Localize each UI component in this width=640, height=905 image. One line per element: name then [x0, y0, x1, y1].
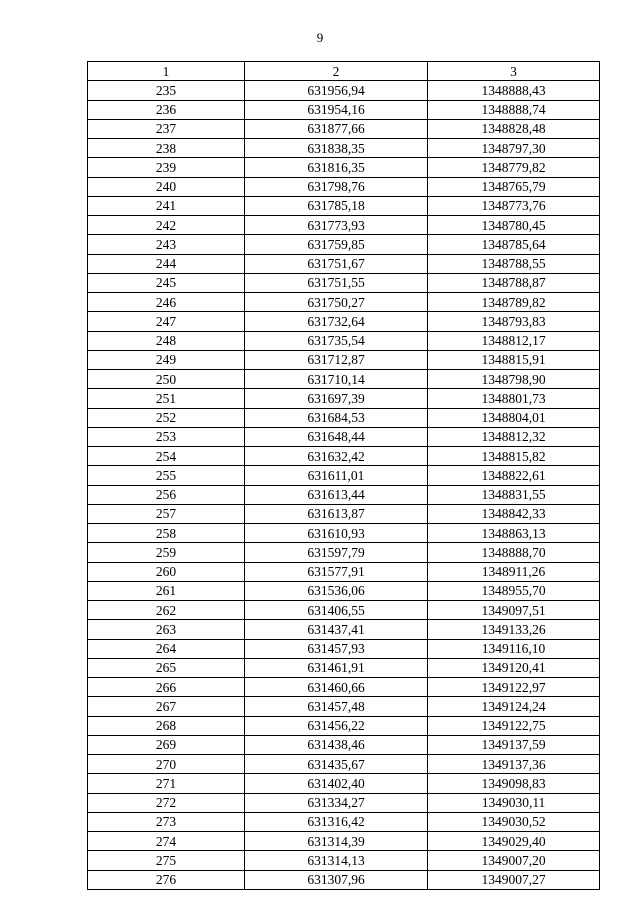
- y-coordinate-cell: 1349030,11: [428, 793, 600, 812]
- point-number-cell: 252: [88, 408, 245, 427]
- x-coordinate-cell: 631613,44: [245, 485, 428, 504]
- point-number-cell: 264: [88, 639, 245, 658]
- point-number-cell: 245: [88, 273, 245, 292]
- y-coordinate-cell: 1348797,30: [428, 139, 600, 158]
- point-number-cell: 247: [88, 312, 245, 331]
- y-coordinate-cell: 1348785,64: [428, 235, 600, 254]
- point-number-cell: 242: [88, 216, 245, 235]
- x-coordinate-cell: 631437,41: [245, 620, 428, 639]
- table-row: [88, 601, 600, 620]
- x-coordinate-cell: 631457,93: [245, 639, 428, 658]
- y-coordinate-cell: 1348955,70: [428, 581, 600, 600]
- y-coordinate-cell: 1348822,61: [428, 466, 600, 485]
- point-number-cell: 266: [88, 678, 245, 697]
- table-row: [88, 658, 600, 677]
- point-number-cell: 270: [88, 755, 245, 774]
- table-row: [88, 81, 600, 100]
- y-coordinate-cell: 1348863,13: [428, 524, 600, 543]
- table-row: [88, 812, 600, 831]
- table-row: [88, 139, 600, 158]
- x-coordinate-cell: 631406,55: [245, 601, 428, 620]
- table-row: [88, 350, 600, 369]
- point-number-cell: 254: [88, 447, 245, 466]
- point-number-cell: 261: [88, 581, 245, 600]
- table-row: [88, 851, 600, 870]
- y-coordinate-cell: 1348831,55: [428, 485, 600, 504]
- y-coordinate-cell: 1349030,52: [428, 812, 600, 831]
- y-coordinate-cell: 1348815,82: [428, 447, 600, 466]
- y-coordinate-cell: 1349124,24: [428, 697, 600, 716]
- point-number-cell: 237: [88, 119, 245, 138]
- x-coordinate-cell: 631773,93: [245, 216, 428, 235]
- x-coordinate-cell: 631838,35: [245, 139, 428, 158]
- point-number-cell: 268: [88, 716, 245, 735]
- table-row: [88, 870, 600, 889]
- y-coordinate-cell: 1348888,43: [428, 81, 600, 100]
- y-coordinate-cell: 1349133,26: [428, 620, 600, 639]
- table-row: [88, 562, 600, 581]
- point-number-cell: 259: [88, 543, 245, 562]
- y-coordinate-cell: 1349120,41: [428, 658, 600, 677]
- point-number-cell: 249: [88, 350, 245, 369]
- y-coordinate-cell: 1348765,79: [428, 177, 600, 196]
- table-row: [88, 735, 600, 754]
- y-coordinate-cell: 1348842,33: [428, 504, 600, 523]
- point-number-cell: 274: [88, 832, 245, 851]
- table-row: [88, 678, 600, 697]
- x-coordinate-cell: 631577,91: [245, 562, 428, 581]
- point-number-cell: 256: [88, 485, 245, 504]
- table-row: [88, 158, 600, 177]
- point-number-cell: 236: [88, 100, 245, 119]
- x-coordinate-cell: 631597,79: [245, 543, 428, 562]
- x-coordinate-cell: 631751,67: [245, 254, 428, 273]
- y-coordinate-cell: 1348788,87: [428, 273, 600, 292]
- column-header-3: 3: [428, 62, 600, 81]
- y-coordinate-cell: 1348828,48: [428, 119, 600, 138]
- y-coordinate-cell: 1348812,32: [428, 427, 600, 446]
- point-number-cell: 269: [88, 735, 245, 754]
- y-coordinate-cell: 1348789,82: [428, 293, 600, 312]
- table-row: [88, 100, 600, 119]
- point-number-cell: 251: [88, 389, 245, 408]
- point-number-cell: 275: [88, 851, 245, 870]
- y-coordinate-cell: 1349137,36: [428, 755, 600, 774]
- x-coordinate-cell: 631785,18: [245, 196, 428, 215]
- table-row: [88, 639, 600, 658]
- table-row: [88, 716, 600, 735]
- table-header: [88, 62, 600, 81]
- x-coordinate-cell: 631457,48: [245, 697, 428, 716]
- x-coordinate-cell: 631632,42: [245, 447, 428, 466]
- table-row: [88, 485, 600, 504]
- point-number-cell: 238: [88, 139, 245, 158]
- point-number-cell: 263: [88, 620, 245, 639]
- x-coordinate-cell: 631798,76: [245, 177, 428, 196]
- point-number-cell: 260: [88, 562, 245, 581]
- table-row: [88, 447, 600, 466]
- table-row: [88, 427, 600, 446]
- table-row: [88, 389, 600, 408]
- table-row: [88, 774, 600, 793]
- x-coordinate-cell: 631877,66: [245, 119, 428, 138]
- y-coordinate-cell: 1348779,82: [428, 158, 600, 177]
- x-coordinate-cell: 631456,22: [245, 716, 428, 735]
- point-number-cell: 244: [88, 254, 245, 273]
- coordinates-table: [87, 61, 600, 890]
- point-number-cell: 248: [88, 331, 245, 350]
- x-coordinate-cell: 631438,46: [245, 735, 428, 754]
- point-number-cell: 255: [88, 466, 245, 485]
- x-coordinate-cell: 631613,87: [245, 504, 428, 523]
- x-coordinate-cell: 631435,67: [245, 755, 428, 774]
- x-coordinate-cell: 631735,54: [245, 331, 428, 350]
- y-coordinate-cell: 1348812,17: [428, 331, 600, 350]
- x-coordinate-cell: 631610,93: [245, 524, 428, 543]
- table-row: [88, 697, 600, 716]
- table-row: [88, 408, 600, 427]
- x-coordinate-cell: 631710,14: [245, 370, 428, 389]
- x-coordinate-cell: 631314,39: [245, 832, 428, 851]
- point-number-cell: 258: [88, 524, 245, 543]
- point-number-cell: 265: [88, 658, 245, 677]
- x-coordinate-cell: 631402,40: [245, 774, 428, 793]
- x-coordinate-cell: 631307,96: [245, 870, 428, 889]
- y-coordinate-cell: 1349029,40: [428, 832, 600, 851]
- table-row: [88, 524, 600, 543]
- header-row: [88, 62, 600, 81]
- point-number-cell: 271: [88, 774, 245, 793]
- x-coordinate-cell: 631460,66: [245, 678, 428, 697]
- point-number-cell: 241: [88, 196, 245, 215]
- table-row: [88, 293, 600, 312]
- x-coordinate-cell: 631954,16: [245, 100, 428, 119]
- y-coordinate-cell: 1349098,83: [428, 774, 600, 793]
- y-coordinate-cell: 1348773,76: [428, 196, 600, 215]
- y-coordinate-cell: 1349137,59: [428, 735, 600, 754]
- table-row: [88, 235, 600, 254]
- table-body: [88, 81, 600, 890]
- y-coordinate-cell: 1348780,45: [428, 216, 600, 235]
- point-number-cell: 246: [88, 293, 245, 312]
- point-number-cell: 253: [88, 427, 245, 446]
- y-coordinate-cell: 1348888,70: [428, 543, 600, 562]
- y-coordinate-cell: 1348911,26: [428, 562, 600, 581]
- point-number-cell: 272: [88, 793, 245, 812]
- point-number-cell: 243: [88, 235, 245, 254]
- table-row: [88, 312, 600, 331]
- x-coordinate-cell: 631697,39: [245, 389, 428, 408]
- y-coordinate-cell: 1348793,83: [428, 312, 600, 331]
- point-number-cell: 235: [88, 81, 245, 100]
- point-number-cell: 276: [88, 870, 245, 889]
- point-number-cell: 273: [88, 812, 245, 831]
- y-coordinate-cell: 1349007,20: [428, 851, 600, 870]
- y-coordinate-cell: 1348801,73: [428, 389, 600, 408]
- point-number-cell: 262: [88, 601, 245, 620]
- y-coordinate-cell: 1348815,91: [428, 350, 600, 369]
- y-coordinate-cell: 1348798,90: [428, 370, 600, 389]
- x-coordinate-cell: 631461,91: [245, 658, 428, 677]
- table-row: [88, 254, 600, 273]
- x-coordinate-cell: 631611,01: [245, 466, 428, 485]
- y-coordinate-cell: 1349122,97: [428, 678, 600, 697]
- x-coordinate-cell: 631536,06: [245, 581, 428, 600]
- point-number-cell: 239: [88, 158, 245, 177]
- x-coordinate-cell: 631751,55: [245, 273, 428, 292]
- y-coordinate-cell: 1349007,27: [428, 870, 600, 889]
- y-coordinate-cell: 1349097,51: [428, 601, 600, 620]
- x-coordinate-cell: 631712,87: [245, 350, 428, 369]
- y-coordinate-cell: 1348804,01: [428, 408, 600, 427]
- table-row: [88, 793, 600, 812]
- x-coordinate-cell: 631334,27: [245, 793, 428, 812]
- x-coordinate-cell: 631759,85: [245, 235, 428, 254]
- x-coordinate-cell: 631314,13: [245, 851, 428, 870]
- x-coordinate-cell: 631956,94: [245, 81, 428, 100]
- table-row: [88, 581, 600, 600]
- point-number-cell: 257: [88, 504, 245, 523]
- x-coordinate-cell: 631316,42: [245, 812, 428, 831]
- point-number-cell: 267: [88, 697, 245, 716]
- page-number: 9: [316, 30, 324, 45]
- table-row: [88, 755, 600, 774]
- y-coordinate-cell: 1349116,10: [428, 639, 600, 658]
- point-number-cell: 240: [88, 177, 245, 196]
- table-row: [88, 370, 600, 389]
- table-row: [88, 331, 600, 350]
- x-coordinate-cell: 631750,27: [245, 293, 428, 312]
- table-row: [88, 620, 600, 639]
- y-coordinate-cell: 1348888,74: [428, 100, 600, 119]
- table-row: [88, 196, 600, 215]
- table-row: [88, 119, 600, 138]
- table-row: [88, 466, 600, 485]
- y-coordinate-cell: 1348788,55: [428, 254, 600, 273]
- table-row: [88, 504, 600, 523]
- table-row: [88, 832, 600, 851]
- x-coordinate-cell: 631648,44: [245, 427, 428, 446]
- column-header-2: 2: [245, 62, 428, 81]
- column-header-1: 1: [88, 62, 245, 81]
- table-row: [88, 543, 600, 562]
- y-coordinate-cell: 1349122,75: [428, 716, 600, 735]
- x-coordinate-cell: 631816,35: [245, 158, 428, 177]
- table-row: [88, 273, 600, 292]
- x-coordinate-cell: 631684,53: [245, 408, 428, 427]
- point-number-cell: 250: [88, 370, 245, 389]
- table-row: [88, 216, 600, 235]
- table-row: [88, 177, 600, 196]
- x-coordinate-cell: 631732,64: [245, 312, 428, 331]
